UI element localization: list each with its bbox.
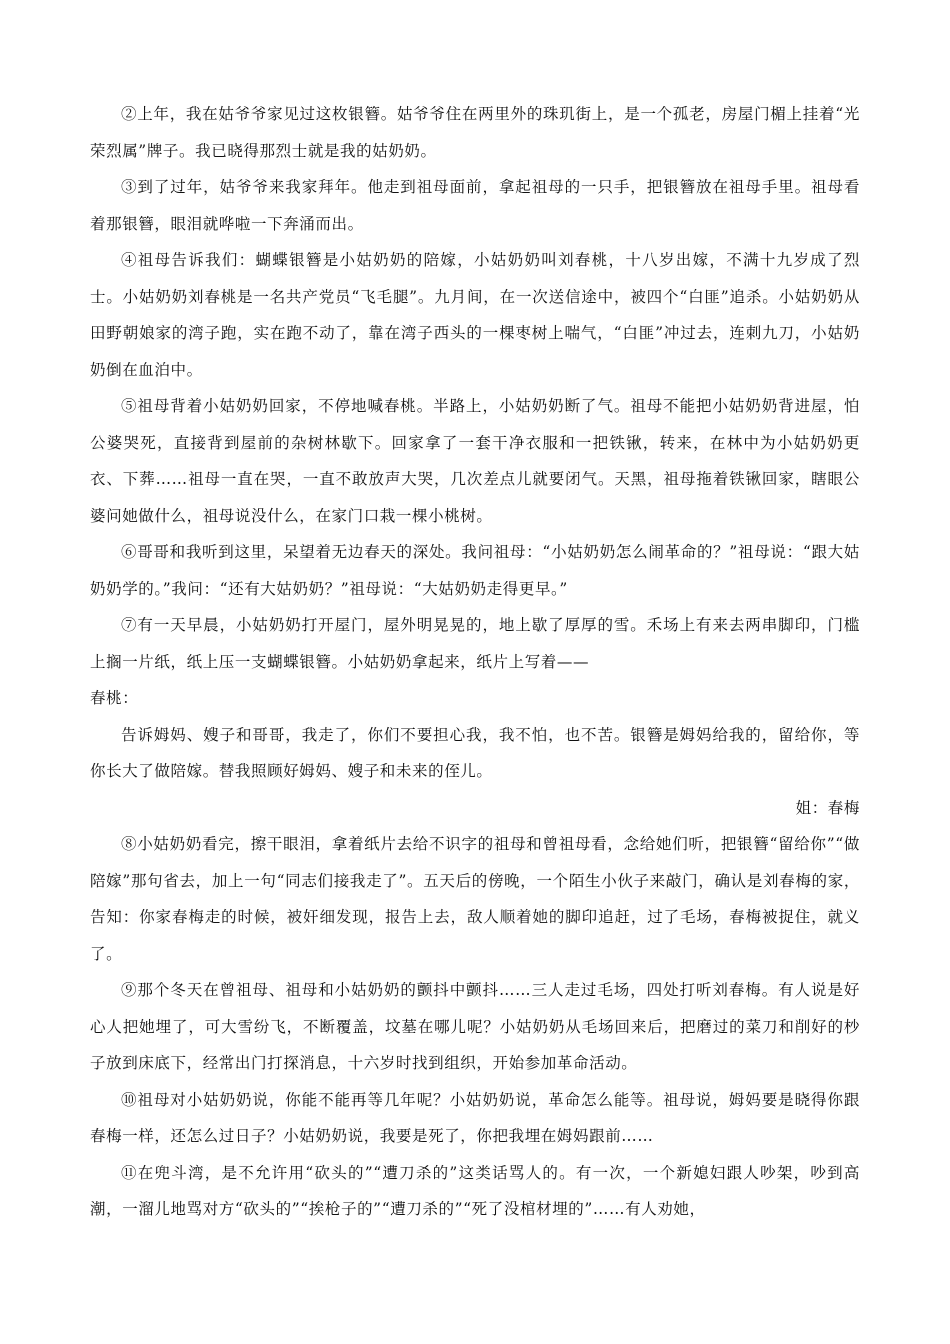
paragraph-6: ⑥哥哥和我听到这里，呆望着无边春天的深处。我问祖母：“小姑奶奶怎么闹革命的？”祖母说：“跟大姑奶奶学的。”我问：“还有大姑奶奶？”祖母说：“大姑奶奶走得更早。” — [90, 543, 860, 598]
paragraph-7: ⑦有一天早晨，小姑奶奶打开屋门，屋外明晃晃的，地上歇了厚厚的雪。禾场上有来去两串脚印，门槛上搁一片纸，纸上压一支蝴蝶银簪。小姑奶奶拿起来，纸片上写着—— — [90, 616, 860, 671]
document-page — [90, 96, 860, 1228]
paragraph-11: ⑪在兜斗湾，是不允许用“砍头的”“遭刀杀的”这类话骂人的。有一次，一个新媳妇跟人吵架，吵到高潮，一溜儿地骂对方“砍头的”“挨枪子的”“遭刀杀的”“死了没棺材埋的”……有人劝她， — [90, 1163, 860, 1218]
paragraph-2: ②上年，我在姑爷爷家见过这枚银簪。姑爷爷住在两里外的珠玑街上，是一个孤老，房屋门楣上挂着“光荣烈属”牌子。我已晓得那烈士就是我的姑奶奶。 — [90, 105, 860, 160]
letter-body: 告诉姆妈、嫂子和哥哥，我走了，你们不要担心我，我不怕，也不苦。银簪是姆妈给我的，留给你，等你长大了做陪嫁。替我照顾好姆妈、嫂子和未来的侄儿。 — [90, 725, 860, 780]
paragraph-3: ③到了过年，姑爷爷来我家拜年。他走到祖母面前，拿起祖母的一只手，把银簪放在祖母手里。祖母看着那银簪，眼泪就哗啦一下奔涌而出。 — [90, 178, 860, 233]
paragraph-10: ⑩祖母对小姑奶奶说，你能不能再等几年呢？小姑奶奶说，革命怎么能等。祖母说，姆妈要是晓得你跟春梅一样，还怎么过日子？小姑奶奶说，我要是死了，你把我埋在姆妈跟前…… — [90, 1090, 860, 1145]
letter-salutation: 春桃： — [90, 689, 139, 707]
paragraph-5: ⑤祖母背着小姑奶奶回家，不停地喊春桃。半路上，小姑奶奶断了气。祖母不能把小姑奶奶背进屋，怕公婆哭死，直接背到屋前的杂树林歇下。回家拿了一套干净衣服和一把铁锹，转来，在林中为小姑奶奶更衣、下葬……祖母一直在哭，一直不敢放声大哭，几次差点儿就要闭气。天黑，祖母拖着铁锹回家，瞎眼公婆问她做什么，祖母说没什么，在家门口栽一棵小桃树。 — [90, 397, 860, 525]
letter-signature: 姐：春梅 — [795, 798, 860, 817]
paragraph-4: ④祖母告诉我们：蝴蝶银簪是小姑奶奶的陪嫁，小姑奶奶叫刘春桃，十八岁出嫁，不满十九岁成了烈士。小姑奶奶刘春桃是一名共产党员“飞毛腿”。九月间，在一次送信途中，被四个“白匪”追杀。小姑奶奶从田野朝娘家的湾子跑，实在跑不动了，靠在湾子西头的一棵枣树上喘气，“白匪”冲过去，连刺九刀，小姑奶奶倒在血泊中。 — [90, 251, 860, 379]
paragraph-8: ⑧小姑奶奶看完，擦干眼泪，拿着纸片去给不识字的祖母和曾祖母看，念给她们听，把银簪“留给你”“做陪嫁”那句省去，加上一句“同志们接我走了”。五天后的傍晚，一个陌生小伙子来敲门，确认是刘春梅的家，告知：你家春梅走的时候，被奸细发现，报告上去，敌人顺着她的脚印追赶，过了毛场，春梅被捉住，就义了。 — [90, 835, 860, 963]
paragraph-9: ⑨那个冬天在曾祖母、祖母和小姑奶奶的颤抖中颤抖……三人走过毛场，四处打听刘春梅。有人说是好心人把她埋了，可大雪纷飞，不断覆盖，坟墓在哪儿呢？小姑奶奶从毛场回来后，把磨过的菜刀和削好的杪子放到床底下，经常出门打探消息，十六岁时找到组织，开始参加革命活动。 — [90, 981, 860, 1072]
